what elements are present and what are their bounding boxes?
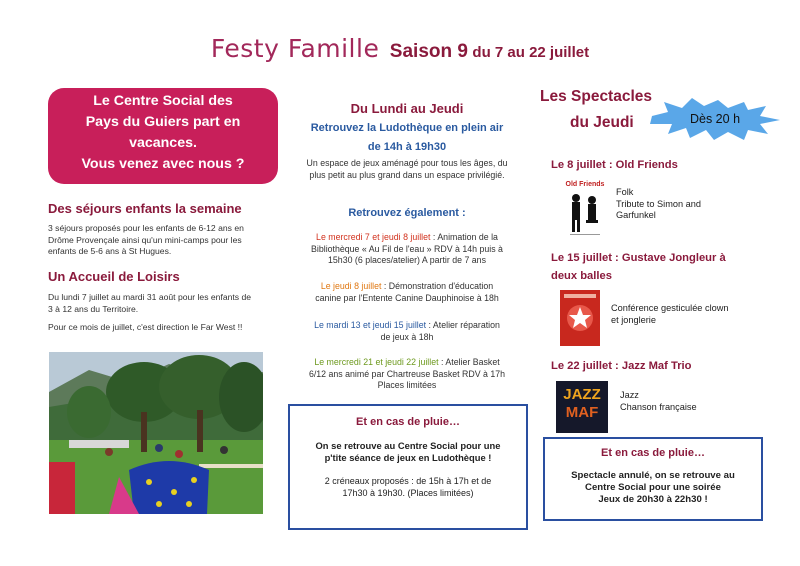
outdoor-photo [49, 352, 263, 514]
poster-maf: MAF [565, 404, 599, 421]
event-date: Le jeudi 8 juillet [320, 281, 382, 291]
photo-illustration [49, 352, 263, 514]
ludotheque-sub1: Retrouvez la Ludothèque en plein air [310, 122, 504, 134]
rain-text-line: Spectacle annulé, on se retrouve au [571, 470, 735, 481]
rain-bold-line: p'tite séance de jeux en Ludothèque ! [324, 452, 492, 463]
sejours-heading: Des séjours enfants la semaine [48, 201, 242, 216]
sejours-line: enfants de 5-6 ans à St Hugues. [48, 246, 172, 257]
rain-box-right [543, 437, 763, 521]
sejours-line: 3 séjours proposés pour les enfants de 6-12 ans en [48, 223, 244, 233]
desc-line: Un espace de jeux aménagé pour tous les âges, du [306, 158, 508, 168]
show-1-desc [616, 187, 701, 222]
desc-line: plus petit au plus grand dans un espace privilégié. [309, 169, 505, 180]
rain-text [290, 476, 526, 499]
show-desc-line: Chanson française [620, 401, 697, 412]
title-dates: du 7 au 22 juillet [472, 44, 590, 61]
rain-text-line: Centre Social pour une soirée [585, 482, 721, 493]
rain-text [545, 470, 761, 506]
title-festy-famille: Festy Famille [210, 34, 380, 63]
show-3-date: Le 22 juillet : Jazz Maf Trio [551, 360, 692, 372]
rain-title: Et en cas de pluie… [601, 447, 705, 459]
sejours-line: Drôme Provençale ainsi qu'un mini-camps pour les [48, 234, 242, 245]
event-text: : Atelier réparation [426, 320, 500, 330]
poster-title: Old Friends [565, 181, 605, 188]
event-bibliotheque [285, 232, 529, 267]
time-burst [648, 98, 782, 142]
star-icon [560, 290, 600, 346]
accueil-text [48, 292, 278, 315]
spectacles-title2: du Jeudi [570, 114, 634, 131]
show-desc-line: Garfunkel [616, 210, 656, 220]
event-text: : Atelier Basket [438, 357, 500, 367]
accueil-line: 3 à 12 ans du Territoire. [48, 303, 139, 314]
intro-box [48, 88, 278, 184]
accueil-heading: Un Accueil de Loisirs [48, 269, 180, 284]
event-date: Le mercredi 21 et jeudi 22 juillet [314, 357, 439, 367]
show-3-desc [620, 390, 697, 413]
event-text: 6/12 ans animé par Chartreuse Basket RDV à 17h [308, 368, 506, 379]
rain-bold-line: On se retrouve au Centre Social pour une [315, 440, 501, 451]
accueil-far-west: Pour ce mois de juillet, c'est direction le Far West !! [48, 322, 243, 332]
intro-line: Pays du Guiers part en [85, 114, 241, 130]
event-reparation [285, 320, 529, 343]
event-canine [285, 281, 529, 304]
jazz-maf-poster [556, 381, 608, 433]
show-2-date2: deux balles [551, 270, 612, 282]
clown-poster [560, 290, 600, 346]
rain-text-line: 2 créneaux proposés : de 15h à 17h et de [324, 476, 492, 486]
event-text: 15h30 (6 places/atelier) A partir de 7 ans [328, 255, 486, 266]
ludotheque-sub2: de 14h à 19h30 [367, 141, 447, 153]
event-text: Bibliothèque « Au Fil de l'eau » RDV à 14h puis à [311, 243, 503, 254]
sejours-text [48, 223, 278, 258]
rain-text-line: 17h30 à 19h30. (Places limitées) [342, 487, 474, 498]
show-desc-line: Folk [616, 187, 634, 197]
burst-label: Dès 20 h [689, 112, 741, 126]
page-title [0, 34, 800, 63]
show-desc-line: et jonglerie [611, 314, 656, 325]
intro-line: Vous venez avec nous ? [81, 156, 245, 172]
ludotheque-desc [285, 158, 529, 181]
event-text: Places limitées [377, 380, 437, 391]
rain-title: Et en cas de pluie… [356, 416, 460, 428]
event-date: Le mardi 13 et jeudi 15 juillet [314, 320, 427, 330]
intro-line: Le Centre Social des [93, 93, 233, 109]
event-basket [285, 357, 529, 392]
poster-jazz: JAZZ [563, 386, 601, 403]
middle-title: Du Lundi au Jeudi [350, 101, 464, 116]
also-heading: Retrouvez également : [348, 207, 466, 219]
show-desc-line: Conférence gesticulée clown [611, 303, 729, 313]
event-text: : Animation de la [430, 232, 498, 242]
guitar-duo-icon [560, 188, 610, 238]
rain-box-middle [288, 404, 528, 530]
accueil-line: Du lundi 7 juillet au mardi 31 août pour les enfants de [48, 292, 252, 302]
event-date: Le mercredi 7 et jeudi 8 juillet [316, 232, 431, 242]
title-saison: Saison 9 [389, 41, 468, 62]
rain-bold [290, 440, 526, 464]
show-1-date: Le 8 juillet : Old Friends [551, 159, 678, 171]
show-desc-line: Tribute to Simon and [616, 198, 701, 209]
event-text: de jeux à 18h [380, 331, 434, 342]
event-text: : Démonstration d'éducation [381, 281, 494, 291]
spectacles-title: Les Spectacles [540, 88, 653, 105]
show-2-date: Le 15 juillet : Gustave Jongleur à [551, 252, 726, 264]
show-2-desc [611, 303, 728, 326]
rain-text-line: Jeux de 20h30 à 22h30 ! [598, 494, 708, 505]
old-friends-poster [560, 181, 610, 241]
intro-line: vacances. [129, 135, 197, 151]
event-text: canine par l'Entente Canine Dauphinoise à 18h [315, 292, 499, 303]
show-desc-line: Jazz [620, 390, 639, 400]
